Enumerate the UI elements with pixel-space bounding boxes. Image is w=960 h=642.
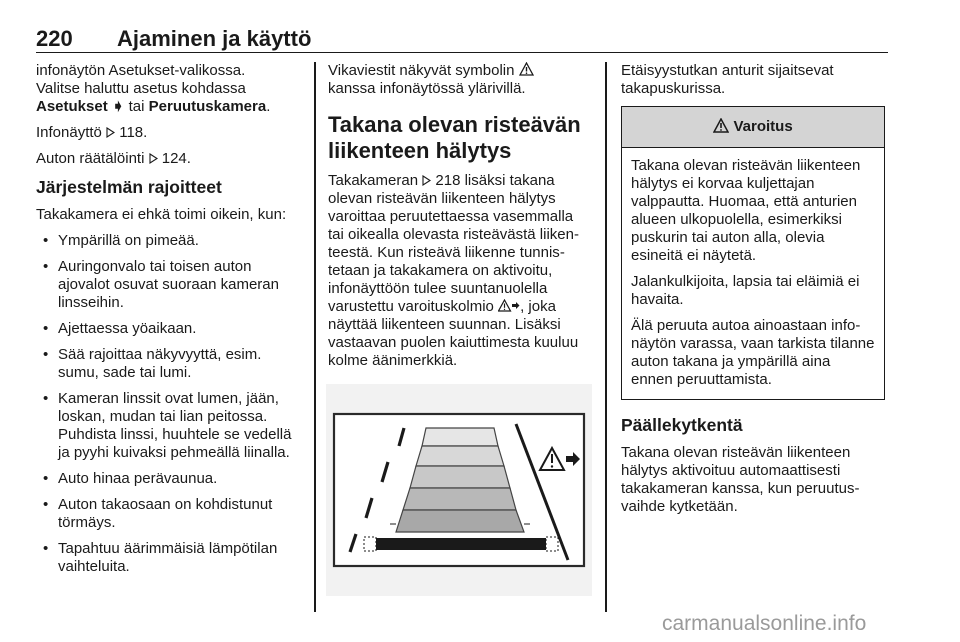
paragraph: Takana olevan risteävän liikenteen hälytys aktivoituu automaattisesti takakameran kanssa, kun peruutusvaihde kytketään.	[621, 444, 860, 515]
section-heading: Järjestelmän rajoitteet	[36, 177, 222, 197]
list-item: • Auton takaosaan on kohdistunut törmäys.	[36, 496, 302, 532]
paragraph: Takakamera ei ehkä toimi oikein, kun:	[36, 206, 287, 223]
list-item: • Tapahtuu äärimmäisiä lämpötilan vaihteluita.	[36, 540, 302, 576]
paragraph: Etäisyystutkan anturit sijaitsevat takapuskurissa.	[621, 62, 834, 97]
menu-item-asetukset: Asetukset	[36, 98, 108, 115]
column-divider	[314, 62, 316, 612]
list-item: • Ajettaessa yöaikaan.	[36, 320, 302, 338]
list-item: • Kameran linssit ovat lumen, jään, loskan, mudan tai lian peitossa. Puhdista linssi, huuhtele se vedellä ja pyyhi kuivaksi pehmeällä liinalla.	[36, 390, 302, 462]
warning-box	[621, 106, 885, 400]
page-number: 220	[36, 26, 73, 51]
column-middle	[328, 62, 592, 378]
page-reference: Infonäyttö 118.	[36, 124, 148, 141]
column-left	[36, 62, 302, 584]
warning-header	[622, 107, 884, 148]
paragraph: Takana olevan risteävän liikenteen hälytys ei korvaa kuljettajan valppautta. Huomaa, että anturien alueen ulkopuolella, esimerkiksi puskurin tai auton alla, olevia esineitä ei näytetä.	[631, 157, 861, 264]
list-item: • Auto hinaa perävaunua.	[36, 470, 302, 488]
paragraph: Vikaviestit näkyvät symbolin kanssa infonäytössä ylärivillä.	[328, 62, 592, 98]
list-item: • Ympärillä on pimeää.	[36, 232, 302, 250]
warning-body	[622, 148, 884, 399]
section-heading: Takana olevan risteävän liikenteen hälytys	[328, 112, 581, 163]
column-right	[621, 62, 885, 524]
paragraph: infonäytön Asetukset-valikossa. Valitse haluttu asetus kohdassa Asetukset ➧ tai Peruutuskamera.	[36, 62, 271, 115]
attention-icon	[713, 118, 729, 133]
column-divider	[605, 62, 607, 612]
section-heading: Päällekytkentä	[621, 415, 743, 435]
warning-triangle-arrow-icon	[498, 299, 520, 312]
page-reference-icon	[149, 153, 158, 164]
warning-title: Varoitus	[733, 118, 793, 135]
rear-camera-illustration	[326, 384, 592, 596]
page-reference-icon	[106, 127, 115, 138]
page-header	[36, 26, 888, 53]
watermark: carmanualsonline.info	[662, 612, 867, 635]
paragraph: Takakameran 218 lisäksi takana olevan risteävän liikenteen hälytys varoittaa peruutettaessa vasemmalla tai oikealla olevasta risteävästä liikenteestä. Kun risteävä liikenne tunnistetaan ja takakamera on aktivoitu, infonäyttöön tulee suuntanuolella varustettu varoituskolmio , joka näyttää liikenteen suunnan. Lisäksi vastaavan puolen kaiuttimesta kuuluu kolme äänimerkkiä.	[328, 172, 579, 369]
page-reference-icon	[422, 175, 431, 186]
list-item: • Sää rajoittaa näkyvyyttä, esim. sumu, sade tai lumi.	[36, 346, 302, 382]
paragraph: Jalankulkijoita, lapsia tai eläimiä ei havaita.	[631, 273, 860, 308]
bullet-list	[36, 232, 302, 576]
page-title: Ajaminen ja käyttö	[117, 26, 312, 51]
menu-item-peruutuskamera: Peruutuskamera	[148, 98, 267, 115]
list-item: • Auringonvalo tai toisen auton ajovalot osuvat suoraan kameran linsseihin.	[36, 258, 302, 312]
warning-triangle-icon	[519, 62, 534, 76]
page-reference: Auton räätälöinti 124.	[36, 150, 191, 167]
menu-arrow-icon: ➧	[111, 98, 125, 115]
paragraph: Älä peruuta autoa ainoastaan infonäytön varassa, vaan tarkista tilanne auton takana ja ympärillä aina ennen peruuttamista.	[631, 317, 875, 388]
